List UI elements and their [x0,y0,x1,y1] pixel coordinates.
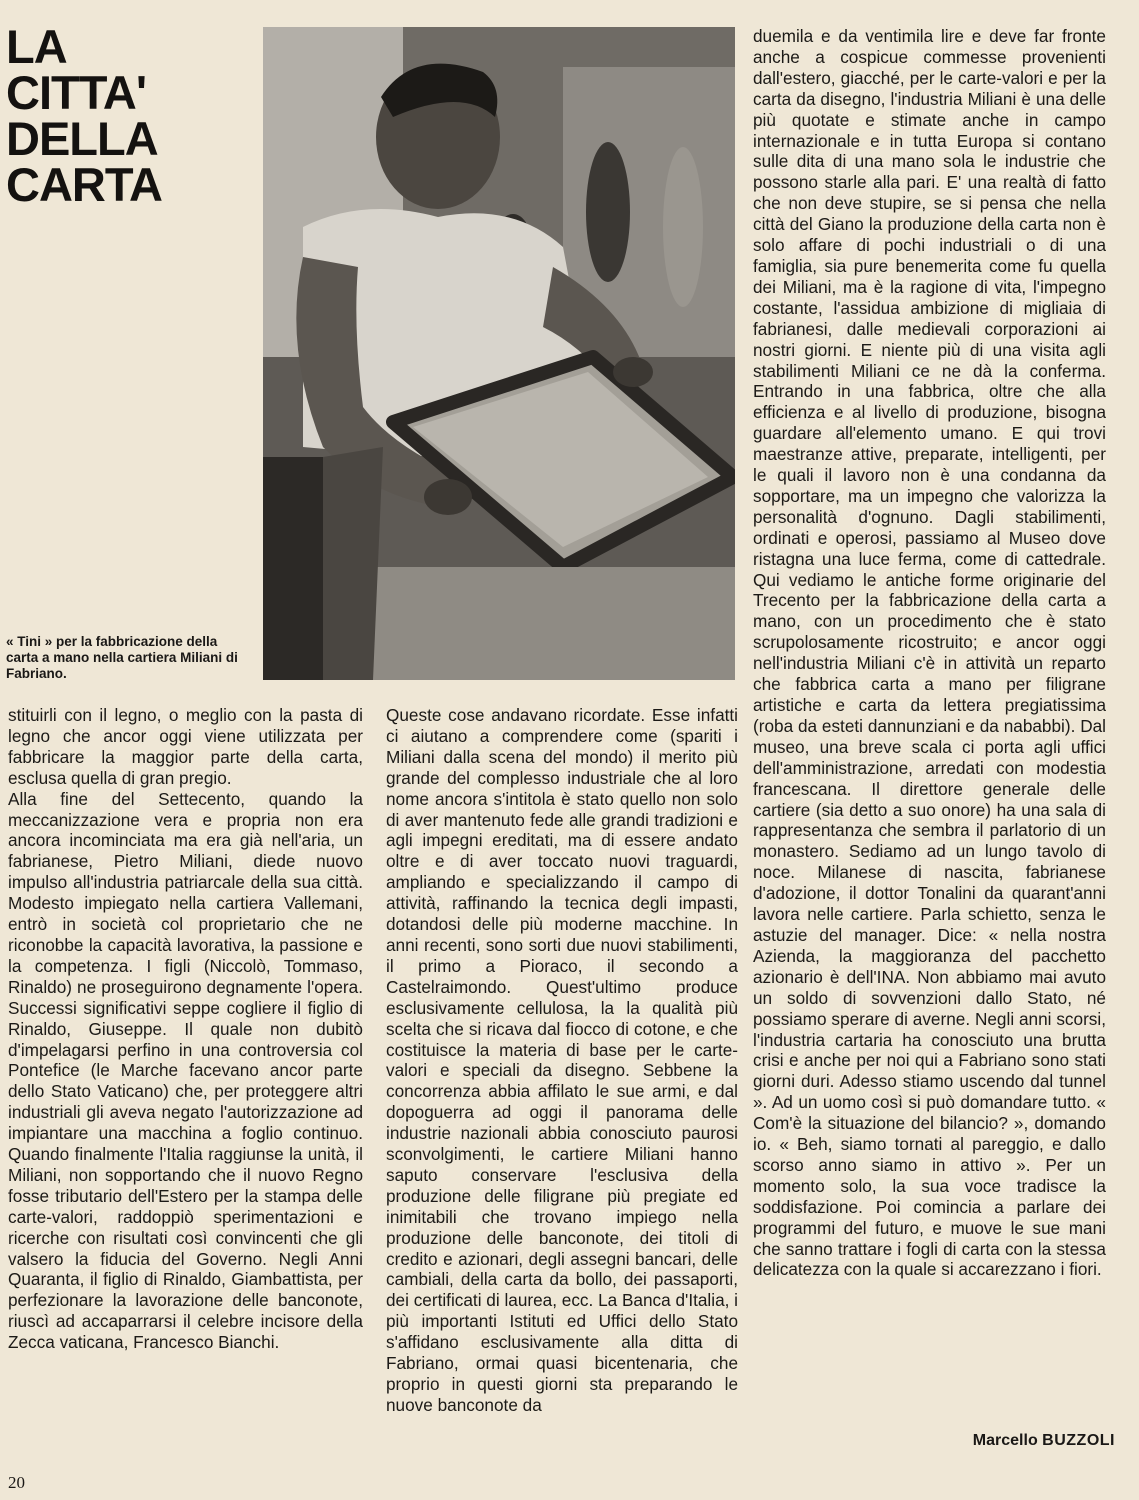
column-2 [386,705,738,1465]
paragraph: stituirli con il legno, o meglio con la pasta di legno che ancor oggi viene utilizzata per fabbricare la maggior parte della carta, esclusa quella di gran pregio. [8,705,363,788]
column-3 [753,26,1106,1421]
author-signature [940,1432,1115,1450]
title-line-4: CARTA [6,158,162,211]
paragraph: Alla fine del Settecento, quando la meccanizzazione vera e propria non era ancora incominciata ma era già nell'aria, un fabrianese, Pietro Miliani, diede nuovo impulso all'industria patriarcale della sua città. Modesto impiegato nella cartiera Vallemani, entrò in società col proprietario che ne riconobbe la capacità lavorativa, la passione e la competenza. I figli (Niccolò, Tommaso, Rinaldo) ne proseguirono degnamente l'opera. Successi significativi seppe cogliere il figlio di Rinaldo, Giuseppe. Il quale non dubitò d'impelagarsi perfino in una controversia col Pontefice (le Marche facevano ancor parte dello Stato Vaticano) che, per proteggere altri industriali gli aveva negato l'autorizzazione ad impiantare una macchina a foglio continuo. Quando finalmente l'Italia raggiunse la unità, il Miliani, non sopportando che il nuovo Regno fosse tributario dell'Estero per la stampa delle carte-valori, raddoppiò sperimentazioni e ricerche con risultati così convincenti che gli valsero la fiducia del Governo. Negli Anni Quaranta, il figlio di Rinaldo, Giambattista, per perfezionare la lavorazione delle banconote, riuscì ad accaparrarsi il celebre incisore della Zecca vaticana, Francesco Bianchi. [8,788,363,1353]
author-last-name: BUZZOLI [1042,1432,1115,1449]
paragraph: duemila e da ventimila lire e deve far fronte anche a cospicue commesse provenienti dall'estero, giacché, per le carte-valori e per la carta da disegno, l'industria Miliani è una delle più quotate e stimate anche in campo internazionale e in tutta Europa si contano sulle dita di una mano sola le industrie che possono starle alla pari. E' una realtà di fatto che non deve stupire, se si pensa che nella città del Giano la produzione della carta non è solo affare di pochi industriali o di una famiglia, sia pure benemerita come fu quella dei Miliani, ma è la ragione di vita, l'impegno costante, l'assidua ambizione di migliaia di fabrianesi, dalle medievali corporazioni ai nostri giorni. E niente più di una visita agli stabilimenti Miliani ce ne dà la conferma. Entrando in una fabbrica, oltre che alla efficienza e al livello di produzione, bisogna guardare all'elemento umano. E qui trovi maestranze attive, preparate, intelligenti, per le quali il lavoro non è una condanna da sopportare, ma un impegno che valorizza la personalità d'ognuno. Dagli stabilimenti, ordinati e operosi, passiamo al Museo dove ristagna una luce ferma, come di cattedrale. Qui vediamo le antiche forme originarie del Trecento per la fabbricazione della carta a mano, con un procedimento che è stato scrupolosamente ricostruito; e ancor oggi nell'industria Miliani c'è in attività un reparto che fabbrica carta a mano per filigrane artistiche e carta da lettera pregiatissima (roba da esteti dannunziani e da nababbi). Dal museo, una breve scala ci porta agli uffici dell'amministrazione, arredati con modestia francescana. Il direttore generale delle cartiere (sia detto a suo onore) ha una sala di rappresentanza che sembra il parlatorio di un monastero. Sediamo ad un lungo tavolo di noce. Milanese di nascita, fabrianese d'adozione, il dottor Tonalini da quarant'anni lavora nelle cartiere. Parla schietto, senza le astuzie del manager. Dice: « nella nostra Azienda, la maggioranza del pacchetto azionario è dell'INA. Non abbiamo mai avuto un soldo di sovvenzioni dallo Stato, né possiamo sperare di averne. Negli anni scorsi, l'industria cartaria ha conosciuto una brutta crisi e anche per noi qui a Fabriano sono stati giorni duri. Adesso stiamo uscendo dal tunnel ». Ad un uomo così si può domandare tutto. « Com'è la situazione del bilancio? », domando io. « Beh, siamo tornati al pareggio, e dallo scorso anno siamo in attivo ». Per un momento solo, la sua voce tradisce la soddisfazione. Poi comincia a parlare dei programmi del futuro, e muove le sue mani che sanno trattare i fogli di carta con la stessa delicatezza con la quale si accarezzano i fiori. [753,26,1106,1280]
title-line-1: LA [6,20,67,73]
photo-worker-paper-frame-icon [263,27,735,680]
author-first-name: Marcello [972,1432,1038,1449]
page-number: 20 [8,1473,25,1492]
paragraph: Queste cose andavano ricordate. Esse infatti ci aiutano a comprendere come (spariti i Miliani dalla scena del mondo) il merito più grande del complesso industriale che al loro nome ancora s'intitola è stato quello non solo di aver mantenuto fede alle grandi tradizioni e agli impegni ereditati, ma di essere andato oltre e di aver toccato nuovi traguardi, ampliando e specializzando il campo di attività, raffinando la tecnica degli impasti, dotandosi delle più moderne macchine. In anni recenti, sono sorti due nuovi stabilimenti, il primo a Pioraco, il secondo a Castelraimondo. Quest'ultimo produce esclusivamente cellulosa, la la qualità più scelta che si ricava dal fiocco di cotone, e che costituisce la materia di base per le carte-valori e speciali da disegno. Sebbene la concorrenza abbia affilato le sue armi, e dal dopoguerra ad oggi il panorama delle industrie nazionali abbia conosciuto paurosi sconvolgimenti, le cartiere Miliani hanno saputo conservare l'esclusiva della produzione delle filigrane più pregiate ed inimitabili che trovano impiego nella produzione delle banconote, dei titoli di credito e azionari, degli assegni bancari, delle cambiali, della carta da bollo, dei passaporti, dei certificati di laurea, ecc. La Banca d'Italia, i più importanti Istituti ed Uffici dello Stato s'affidano esclusivamente alla ditta di Fabriano, ormai quasi bicentenaria, che proprio in questi giorni sta preparando le nuove banconote da [386,705,738,1415]
article-photo [263,27,735,680]
column-1 [8,705,363,1465]
article-title [6,20,256,211]
photo-caption: « Tini » per la fabbricazione della carta a mano nella cartiera Miliani di Fabriano. [6,634,238,681]
title-line-2: CITTA' [6,66,147,119]
title-line-3: DELLA [6,112,158,165]
